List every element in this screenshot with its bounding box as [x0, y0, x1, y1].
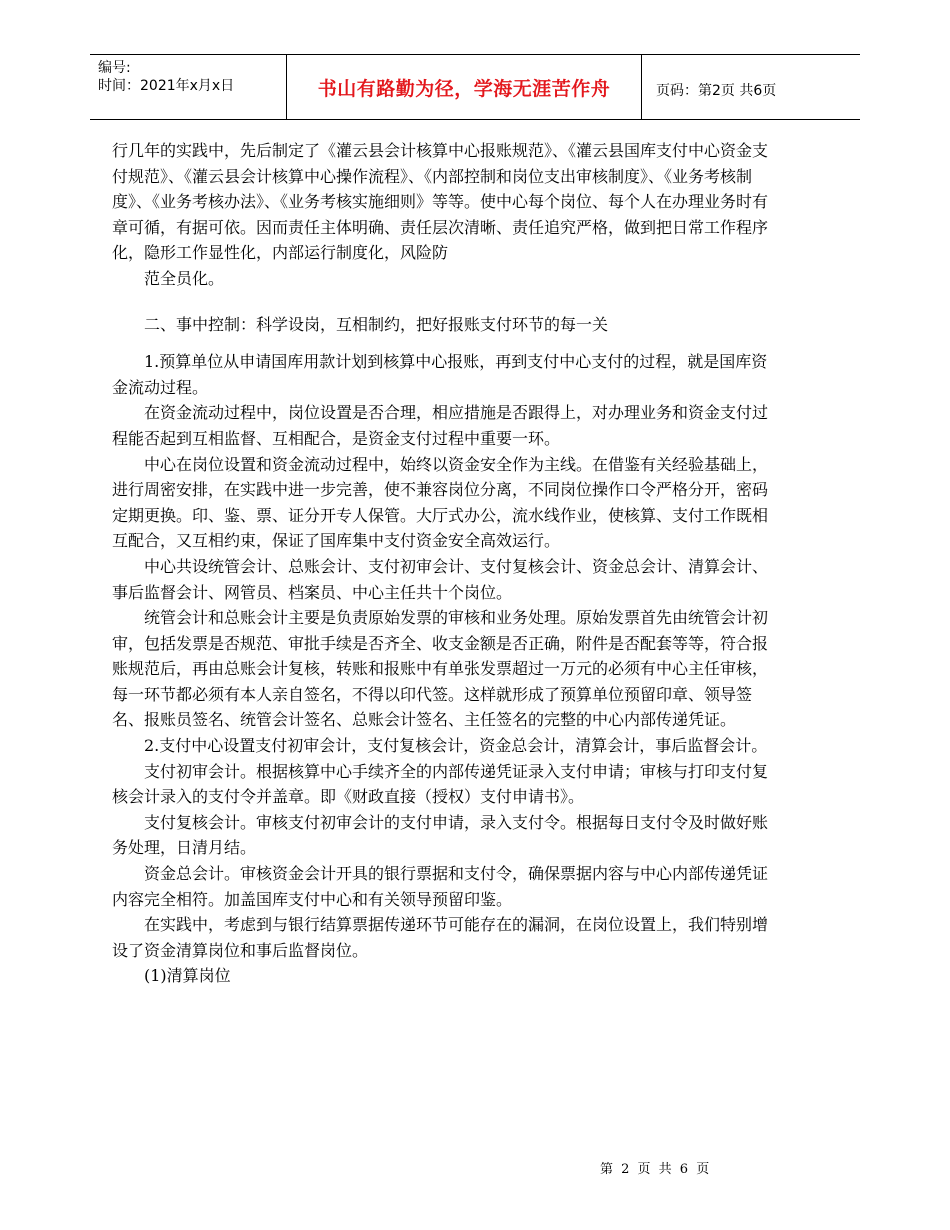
paragraph: 范全员化。 — [144, 268, 225, 288]
paragraph: 中心在岗位设置和资金流动过程中，始终以资金安全作为主线。在借鉴有关经验基础上，进行周密安排，在实践中进一步完善，使不兼容岗位分离，不同岗位操作口令严格分开，密码定期更换。印、鉴、票、证分开专人保管。大厅式办公，流水线作业，使核算、支付工作既相互配合，又互相约束，保证了国库集中支付资金安全高效运行。 — [112, 454, 769, 551]
header-page-number: 页码：第2页 共6页 — [656, 83, 777, 99]
document-body — [112, 138, 772, 989]
paragraph: 统管会计和总账会计主要是负责原始发票的审核和业务处理。原始发票首先由统管会计初审，包括发票是否规范、审批手续是否齐全、收支金额是否正确，附件是否配套等等，符合报账规范后，再由总账会计复核，转账和报账中有单张发票超过一万元的必须有中心主任审核，每一环节都必须有本人亲自签名，不得以印代签。这样就形成了预算单位预留印章、领导签名、报账员签名、统管会计签名、总账会计签名、主任签名的完整的中心内部传递凭证。 — [112, 608, 769, 730]
header-meta — [98, 59, 234, 95]
header-motto: 书山有路勤为径，学海无涯苦作舟 — [286, 55, 642, 119]
paragraph: 资金总会计。审核资金会计开具的银行票据和支付令，确保票据内容与中心内部传递凭证内容完全相符。加盖国库支付中心和有关领导预留印鉴。 — [112, 864, 769, 909]
page-footer: 第 2 页 共 6 页 — [600, 1162, 710, 1177]
paragraph: (1)清算岗位 — [144, 966, 231, 986]
document-date: 时间：2021年x月x日 — [98, 78, 235, 94]
paragraph: 支付初审会计。根据核算中心手续齐全的内部传递凭证录入支付申请；审核与打印支付复核会计录入的支付令并盖章。即《财政直接（授权）支付申请书》。 — [112, 761, 769, 807]
section-heading: 二、事中控制：科学设岗，互相制约，把好报账支付环节的每一关 — [144, 314, 609, 334]
page-header — [90, 54, 860, 120]
paragraph: 行几年的实践中，先后制定了《灌云县会计核算中心报账规范》、《灌云县国库支付中心资金支付规范》、《灌云县会计核算中心操作流程》、《内部控制和岗位支出审核制度》、《业务考核制度》、《业务考核办法》、《业务考核实施细则》等等。使中心每个岗位、每个人在办理业务时有章可循，有据可依。因而责任主体明确、责任层次清晰、责任追究严格，做到把日常工作程序化，隐形工作显性化，内部运行制度化，风险防 — [112, 141, 769, 263]
document-number-label: 编号: — [98, 60, 131, 76]
paragraph: 2.支付中心设置支付初审会计，支付复核会计，资金总会计，清算会计，事后监督会计。 — [144, 736, 768, 756]
paragraph: 1.预算单位从申请国库用款计划到核算中心报账，再到支付中心支付的过程，就是国库资金流动过程。 — [112, 352, 768, 397]
paragraph: 中心共设统管会计、总账会计、支付初审会计、支付复核会计、资金总会计、清算会计、事后监督会计、网管员、档案员、中心主任共十个岗位。 — [112, 556, 769, 602]
paragraph: 支付复核会计。审核支付初审会计的支付申请，录入支付令。根据每日支付令及时做好账务处理，日清月结。 — [112, 812, 769, 858]
paragraph: 在实践中，考虑到与银行结算票据传递环节可能存在的漏洞，在岗位设置上，我们特别增设了资金清算岗位和事后监督岗位。 — [112, 915, 769, 960]
paragraph: 在资金流动过程中，岗位设置是否合理，相应措施是否跟得上，对办理业务和资金支付过程能否起到互相监督、互相配合，是资金支付过程中重要一环。 — [112, 403, 769, 448]
